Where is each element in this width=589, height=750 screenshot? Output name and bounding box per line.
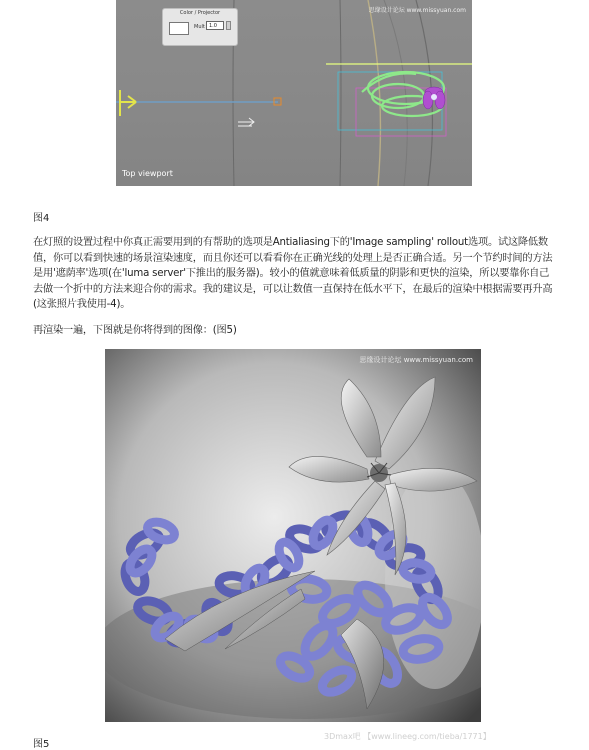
page-watermark: 3Dmax吧 【www.lineeg.com/tieba/1771】 xyxy=(324,732,491,741)
top-viewport-screenshot xyxy=(116,0,472,186)
render-scene xyxy=(105,349,481,722)
color-swatch[interactable] xyxy=(169,22,189,35)
viewport-label: Top viewport xyxy=(122,169,173,178)
mult-spinner[interactable] xyxy=(226,21,231,30)
figure4-caption: 图4 xyxy=(33,213,50,224)
render-image xyxy=(105,349,481,722)
panel-title: Color / Projector xyxy=(179,10,221,16)
viewport-watermark: 思缘设计论坛 www.missyuan.com xyxy=(368,7,466,14)
mult-label: Mult xyxy=(194,24,205,30)
mult-input[interactable]: 1.0 xyxy=(206,21,224,30)
color-projector-panel xyxy=(162,8,238,46)
body-paragraph: 在灯照的设置过程中你真正需要用到的有帮助的选项是Antialiasing下的'Image sampling' rollout选项。试这降低数值，你可以看到快速的场景渲染速度，而且你还可以看看你在正确光线的处理上是否正确合适。另一个节约时间的方法是用'遮荫率'选项(在'luma server'下推出的服务器)。较小的值就意味着低质量的阴影和更快的渲染，所以要靠你自己去做一个折中的方法来迎合你的需求。我的建议是，可以让数值一直保持在低水平下，在最后的渲染中根据需要再升高(这张照片我使用-4)。 xyxy=(33,237,553,310)
body-paragraph-2: 再渲染一遍，下图就是你将得到的图像：(图5) xyxy=(33,325,237,336)
figure5-caption: 图5 xyxy=(33,739,50,750)
render-watermark: 思缘设计论坛 www.missyuan.com xyxy=(359,356,473,364)
